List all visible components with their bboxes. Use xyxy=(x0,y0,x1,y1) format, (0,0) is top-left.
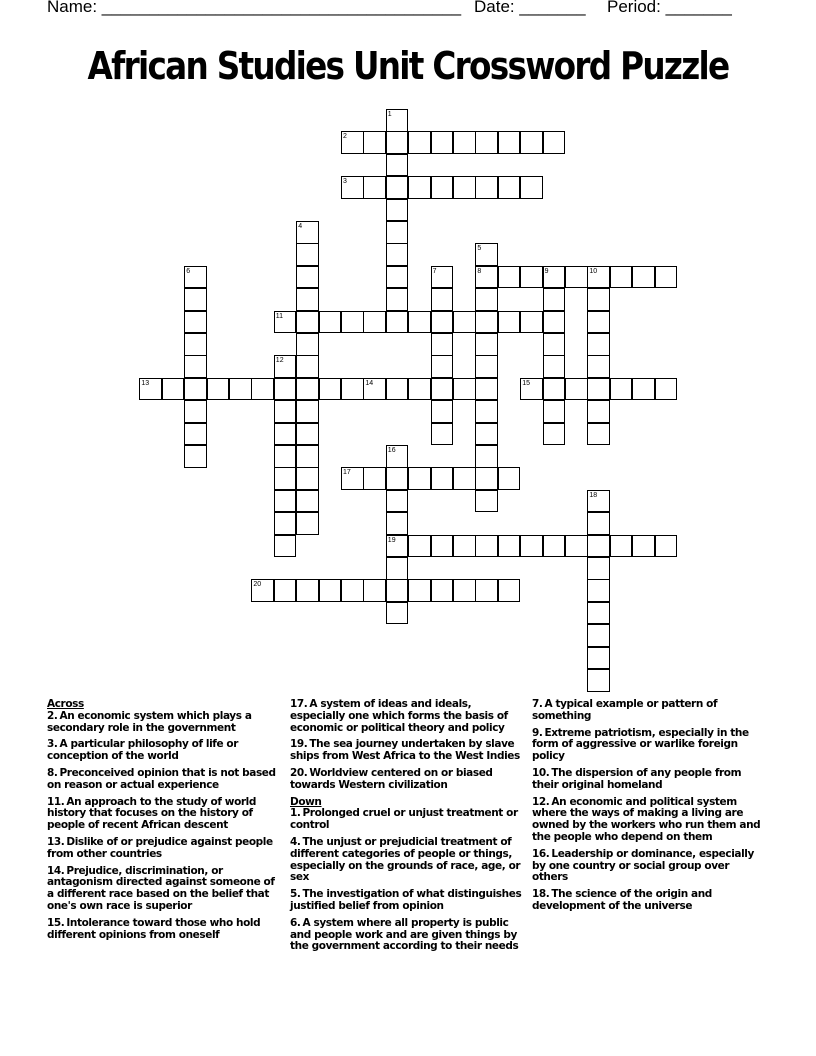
grid-cell[interactable] xyxy=(453,311,476,334)
grid-cell[interactable] xyxy=(453,176,476,199)
clue-item-number: 5. xyxy=(290,888,301,901)
grid-cell[interactable] xyxy=(498,579,521,602)
clue-item-number: 18. xyxy=(532,888,550,901)
grid-cell[interactable] xyxy=(296,266,319,289)
grid-cell[interactable] xyxy=(475,400,498,423)
grid-cell[interactable] xyxy=(319,579,342,602)
grid-cell[interactable] xyxy=(498,535,521,558)
grid-cell[interactable] xyxy=(296,579,319,602)
grid-cell[interactable] xyxy=(184,378,207,401)
grid-cell[interactable] xyxy=(475,445,498,468)
clue-item-text: Extreme patriotism, especially in the form of aggressive or warlike foreign policy xyxy=(532,726,749,763)
grid-cell[interactable] xyxy=(274,311,297,334)
grid-cell[interactable] xyxy=(274,400,297,423)
grid-cell[interactable] xyxy=(475,333,498,356)
across-clue-list-continued xyxy=(290,699,526,792)
grid-cell[interactable] xyxy=(296,288,319,311)
grid-cell[interactable] xyxy=(587,624,610,647)
grid-cell[interactable] xyxy=(296,400,319,423)
grid-cell[interactable] xyxy=(296,378,319,401)
grid-cell[interactable] xyxy=(587,602,610,625)
grid-cell[interactable] xyxy=(498,467,521,490)
across-clue-list xyxy=(47,711,283,942)
grid-cell[interactable] xyxy=(543,423,566,446)
grid-cell[interactable] xyxy=(610,378,633,401)
clue-item xyxy=(47,797,283,832)
grid-cell[interactable] xyxy=(498,266,521,289)
clue-number: 9 xyxy=(544,267,549,275)
grid-cell[interactable] xyxy=(431,535,454,558)
clue-item xyxy=(532,889,768,913)
clue-item xyxy=(532,728,768,763)
grid-cell[interactable] xyxy=(475,579,498,602)
grid-cell[interactable] xyxy=(632,378,655,401)
grid-cell[interactable] xyxy=(610,266,633,289)
grid-cell[interactable] xyxy=(408,579,431,602)
clue-item-number: 7. xyxy=(532,698,543,710)
grid-cell[interactable] xyxy=(386,557,409,580)
grid-cell[interactable] xyxy=(475,266,498,289)
grid-cell[interactable] xyxy=(498,311,521,334)
grid-cell[interactable] xyxy=(274,535,297,558)
grid-cell[interactable] xyxy=(475,378,498,401)
clue-number: 3 xyxy=(343,178,347,186)
grid-cell[interactable] xyxy=(543,131,566,154)
grid-cell[interactable] xyxy=(296,490,319,513)
clue-number: 17 xyxy=(343,469,351,477)
grid-cell[interactable] xyxy=(655,266,678,289)
grid-cell[interactable] xyxy=(296,423,319,446)
grid-cell[interactable] xyxy=(431,467,454,490)
clue-item-number: 17. xyxy=(290,698,308,710)
grid-cell[interactable] xyxy=(341,579,364,602)
grid-cell[interactable] xyxy=(543,288,566,311)
down-clue-list-continued xyxy=(532,699,768,913)
grid-cell[interactable] xyxy=(386,378,409,401)
clue-number: 16 xyxy=(387,447,396,454)
grid-cell[interactable] xyxy=(632,535,655,558)
clue-item-number: 6. xyxy=(290,916,301,929)
clue-number: 5 xyxy=(477,245,482,253)
clue-item-text: Leadership or dominance, especially by one country or social group over others xyxy=(532,847,754,884)
clue-item-number: 15. xyxy=(47,916,65,929)
clue-item xyxy=(47,866,283,913)
grid-cell[interactable] xyxy=(543,400,566,423)
grid-cell[interactable] xyxy=(475,535,498,558)
grid-cell[interactable] xyxy=(319,378,342,401)
grid-cell[interactable] xyxy=(363,176,386,199)
grid-cell[interactable] xyxy=(453,579,476,602)
clue-item-number: 20. xyxy=(290,766,308,779)
grid-cell[interactable] xyxy=(341,176,364,199)
grid-cell[interactable] xyxy=(587,311,610,334)
clue-number: 6 xyxy=(186,267,191,275)
grid-cell[interactable] xyxy=(386,445,409,468)
grid-cell[interactable] xyxy=(408,131,431,154)
grid-cell[interactable] xyxy=(543,266,566,289)
clue-number: 11 xyxy=(275,312,284,320)
grid-cell[interactable] xyxy=(543,535,566,558)
grid-cell[interactable] xyxy=(139,378,162,401)
grid-cell[interactable] xyxy=(386,243,409,266)
grid-cell[interactable] xyxy=(386,176,409,199)
clue-number: 18 xyxy=(589,491,598,499)
grid-cell[interactable] xyxy=(587,400,610,423)
grid-cell[interactable] xyxy=(296,221,319,244)
clue-item xyxy=(532,768,768,792)
grid-cell[interactable] xyxy=(363,311,386,334)
grid-cell[interactable] xyxy=(543,378,566,401)
clue-number: 8 xyxy=(477,267,482,275)
grid-cell[interactable] xyxy=(184,423,207,446)
grid-cell[interactable] xyxy=(341,311,364,334)
grid-cell[interactable] xyxy=(587,266,610,289)
grid-cell[interactable] xyxy=(520,176,543,199)
clue-item xyxy=(290,808,526,832)
grid-cell[interactable] xyxy=(341,467,364,490)
clue-number: 7 xyxy=(432,267,437,275)
clue-item-number: 10. xyxy=(532,766,550,779)
clue-item-number: 8. xyxy=(47,766,58,779)
clue-item xyxy=(290,768,526,792)
grid-cell[interactable] xyxy=(498,176,521,199)
grid-cell[interactable] xyxy=(587,423,610,446)
grid-cell[interactable] xyxy=(431,131,454,154)
grid-cell[interactable] xyxy=(296,467,319,490)
grid-cell[interactable] xyxy=(610,535,633,558)
clue-item xyxy=(47,768,283,792)
grid-cell[interactable] xyxy=(162,378,185,401)
grid-cell[interactable] xyxy=(184,333,207,356)
grid-cell[interactable] xyxy=(475,311,498,334)
grid-cell[interactable] xyxy=(184,355,207,378)
grid-cell[interactable] xyxy=(475,423,498,446)
grid-cell[interactable] xyxy=(475,243,498,266)
grid-cell[interactable] xyxy=(431,579,454,602)
clues-column-2 xyxy=(290,699,526,958)
grid-cell[interactable] xyxy=(386,221,409,244)
grid-cell[interactable] xyxy=(296,333,319,356)
grid-cell[interactable] xyxy=(565,535,588,558)
clue-item-text: Intolerance toward those who hold different opinions from oneself xyxy=(47,916,261,941)
grid-cell[interactable] xyxy=(296,243,319,266)
grid-cell[interactable] xyxy=(431,266,454,289)
grid-cell[interactable] xyxy=(453,535,476,558)
clue-item-text: An economic and political system where the ways of making a living are owned by the workers who run them and the people who depend on them xyxy=(532,795,761,843)
clue-number: 20 xyxy=(253,581,262,589)
grid-cell[interactable] xyxy=(408,176,431,199)
clue-item-text: The science of the origin and development of the universe xyxy=(532,888,712,912)
grid-cell[interactable] xyxy=(408,535,431,558)
clue-number: 13 xyxy=(141,379,150,387)
down-clue-list xyxy=(290,808,526,953)
clue-item xyxy=(290,918,526,953)
grid-cell[interactable] xyxy=(453,131,476,154)
clue-number: 4 xyxy=(298,223,303,230)
clue-item-number: 3. xyxy=(47,738,58,751)
grid-cell[interactable] xyxy=(431,288,454,311)
grid-cell[interactable] xyxy=(386,512,409,535)
clue-item xyxy=(47,711,283,735)
grid-cell[interactable] xyxy=(319,311,342,334)
clue-item-text: The sea journey undertaken by slave ships from West Africa to the West Indies xyxy=(290,738,520,763)
clue-item-text: Dislike of or prejudice against people from other countries xyxy=(47,835,273,860)
grid-cell[interactable] xyxy=(543,311,566,334)
grid-cell[interactable] xyxy=(408,467,431,490)
grid-cell[interactable] xyxy=(587,378,610,401)
grid-cell[interactable] xyxy=(229,378,252,401)
grid-cell[interactable] xyxy=(207,378,230,401)
grid-cell[interactable] xyxy=(363,378,386,401)
grid-cell[interactable] xyxy=(520,311,543,334)
grid-cell[interactable] xyxy=(408,311,431,334)
clue-item xyxy=(47,837,283,861)
grid-cell[interactable] xyxy=(431,355,454,378)
grid-cell[interactable] xyxy=(296,512,319,535)
grid-cell[interactable] xyxy=(341,131,364,154)
grid-cell[interactable] xyxy=(431,423,454,446)
clue-item-text: Preconceived opinion that is not based on reason or actual experience xyxy=(47,766,276,791)
grid-cell[interactable] xyxy=(386,490,409,513)
grid-cell[interactable] xyxy=(363,579,386,602)
clue-number: 2 xyxy=(343,133,347,141)
across-heading: Across xyxy=(47,698,84,710)
grid-cell[interactable] xyxy=(386,154,409,177)
grid-cell[interactable] xyxy=(296,355,319,378)
grid-cell[interactable] xyxy=(386,535,409,558)
grid-cell[interactable] xyxy=(632,266,655,289)
name-field-label[interactable]: Name: ______________________________________ xyxy=(47,0,462,16)
clue-item-text: Prejudice, discrimination, or antagonism directed against someone of a different race based on the belief that one's own race is superior xyxy=(47,864,275,912)
grid-cell[interactable] xyxy=(274,445,297,468)
grid-cell[interactable] xyxy=(363,131,386,154)
clue-item-text: The dispersion of any people from their original homeland xyxy=(532,766,742,791)
grid-cell[interactable] xyxy=(386,131,409,154)
grid-cell[interactable] xyxy=(498,131,521,154)
grid-cell[interactable] xyxy=(386,602,409,625)
grid-cell[interactable] xyxy=(475,355,498,378)
clue-item-text: An economic system which plays a secondary role in the government xyxy=(47,709,252,734)
grid-cell[interactable] xyxy=(431,378,454,401)
grid-cell[interactable] xyxy=(386,579,409,602)
clue-item-number: 19. xyxy=(290,738,308,751)
grid-cell[interactable] xyxy=(587,557,610,580)
clue-item-text: The unjust or prejudicial treatment of different categories of people or things, especially on the grounds of race, age, or sex xyxy=(290,835,521,884)
grid-cell[interactable] xyxy=(520,131,543,154)
clue-item-text: A particular philosophy of life or conception of the world xyxy=(47,738,239,763)
clue-item-text: A system of ideas and ideals, especially one which forms the basis of economic or political theory and policy xyxy=(290,698,508,734)
grid-cell[interactable] xyxy=(565,266,588,289)
grid-cell[interactable] xyxy=(453,378,476,401)
grid-cell[interactable] xyxy=(453,467,476,490)
grid-cell[interactable] xyxy=(408,378,431,401)
clue-item-text: A system where all property is public and people work and are given things by the government according to their needs xyxy=(290,916,519,953)
clue-item-number: 11. xyxy=(47,795,65,808)
grid-cell[interactable] xyxy=(274,355,297,378)
grid-cell[interactable] xyxy=(431,400,454,423)
clue-item xyxy=(532,797,768,844)
clue-item-text: The investigation of what distinguishes justified belief from opinion xyxy=(290,888,522,912)
clue-item xyxy=(290,837,526,884)
grid-cell[interactable] xyxy=(386,199,409,222)
clue-item-number: 2. xyxy=(47,709,58,722)
grid-cell[interactable] xyxy=(184,266,207,289)
grid-cell[interactable] xyxy=(274,579,297,602)
grid-cell[interactable] xyxy=(543,333,566,356)
grid-cell[interactable] xyxy=(184,288,207,311)
grid-cell[interactable] xyxy=(386,288,409,311)
grid-cell[interactable] xyxy=(475,288,498,311)
grid-cell[interactable] xyxy=(475,176,498,199)
clue-item-number: 9. xyxy=(532,726,543,739)
grid-cell[interactable] xyxy=(184,445,207,468)
clue-item-number: 13. xyxy=(47,835,65,848)
grid-cell[interactable] xyxy=(565,378,588,401)
clue-item-text: Worldview centered on or biased towards Western civilization xyxy=(290,766,493,791)
period-field-label[interactable]: Period: _______ xyxy=(607,0,732,16)
clue-number: 10 xyxy=(589,267,598,275)
clue-number: 1 xyxy=(387,111,392,118)
grid-cell[interactable] xyxy=(274,467,297,490)
clue-item-number: 16. xyxy=(532,847,550,860)
grid-cell[interactable] xyxy=(274,423,297,446)
clue-item-text: An approach to the study of world history that focuses on the history of people of recent African descent xyxy=(47,795,256,832)
grid-cell[interactable] xyxy=(184,400,207,423)
clue-number: 12 xyxy=(275,357,284,365)
clue-item xyxy=(290,739,526,763)
grid-cell[interactable] xyxy=(184,311,207,334)
grid-cell[interactable] xyxy=(431,333,454,356)
grid-cell[interactable] xyxy=(587,355,610,378)
grid-cell[interactable] xyxy=(520,266,543,289)
grid-cell[interactable] xyxy=(431,176,454,199)
grid-cell[interactable] xyxy=(251,378,274,401)
grid-cell[interactable] xyxy=(587,535,610,558)
grid-cell[interactable] xyxy=(587,579,610,602)
grid-cell[interactable] xyxy=(475,490,498,513)
clue-item-text: Prolonged cruel or unjust treatment or control xyxy=(290,807,518,832)
grid-cell[interactable] xyxy=(587,512,610,535)
grid-cell[interactable] xyxy=(274,512,297,535)
grid-cell[interactable] xyxy=(475,467,498,490)
clue-number: 14 xyxy=(365,379,374,387)
grid-cell[interactable] xyxy=(296,445,319,468)
grid-cell[interactable] xyxy=(386,109,409,132)
clue-item-number: 4. xyxy=(290,835,301,848)
grid-cell[interactable] xyxy=(274,490,297,513)
grid-cell[interactable] xyxy=(274,378,297,401)
clue-item xyxy=(47,918,283,942)
grid-cell[interactable] xyxy=(341,378,364,401)
grid-cell[interactable] xyxy=(587,647,610,670)
clues-column-1 xyxy=(47,699,283,946)
grid-cell[interactable] xyxy=(655,378,678,401)
clue-item-number: 1. xyxy=(290,807,301,820)
date-field-label[interactable]: Date: _______ xyxy=(474,0,586,16)
clue-item xyxy=(47,739,283,763)
grid-cell[interactable] xyxy=(520,378,543,401)
grid-cell[interactable] xyxy=(587,669,610,692)
grid-cell[interactable] xyxy=(520,535,543,558)
clues-column-3 xyxy=(532,699,768,918)
grid-cell[interactable] xyxy=(543,355,566,378)
clue-item xyxy=(290,889,526,913)
grid-cell[interactable] xyxy=(475,131,498,154)
clue-item xyxy=(532,699,768,723)
grid-cell[interactable] xyxy=(386,467,409,490)
grid-cell[interactable] xyxy=(431,311,454,334)
clue-item-number: 12. xyxy=(532,795,550,808)
down-heading: Down xyxy=(290,795,322,808)
grid-cell[interactable] xyxy=(587,490,610,513)
grid-cell[interactable] xyxy=(296,311,319,334)
clue-item xyxy=(290,699,526,734)
clue-number: 15 xyxy=(522,379,530,387)
grid-cell[interactable] xyxy=(386,311,409,334)
grid-cell[interactable] xyxy=(587,288,610,311)
grid-cell[interactable] xyxy=(386,266,409,289)
grid-cell[interactable] xyxy=(587,333,610,356)
clue-item-text: A typical example or pattern of something xyxy=(532,698,718,722)
grid-cell[interactable] xyxy=(363,467,386,490)
clue-number: 19 xyxy=(387,536,396,544)
grid-cell[interactable] xyxy=(251,579,274,602)
page-title: African Studies Unit Crossword Puzzle xyxy=(87,44,729,88)
clue-item-number: 14. xyxy=(47,864,65,877)
clue-item xyxy=(532,849,768,884)
grid-cell[interactable] xyxy=(655,535,678,558)
